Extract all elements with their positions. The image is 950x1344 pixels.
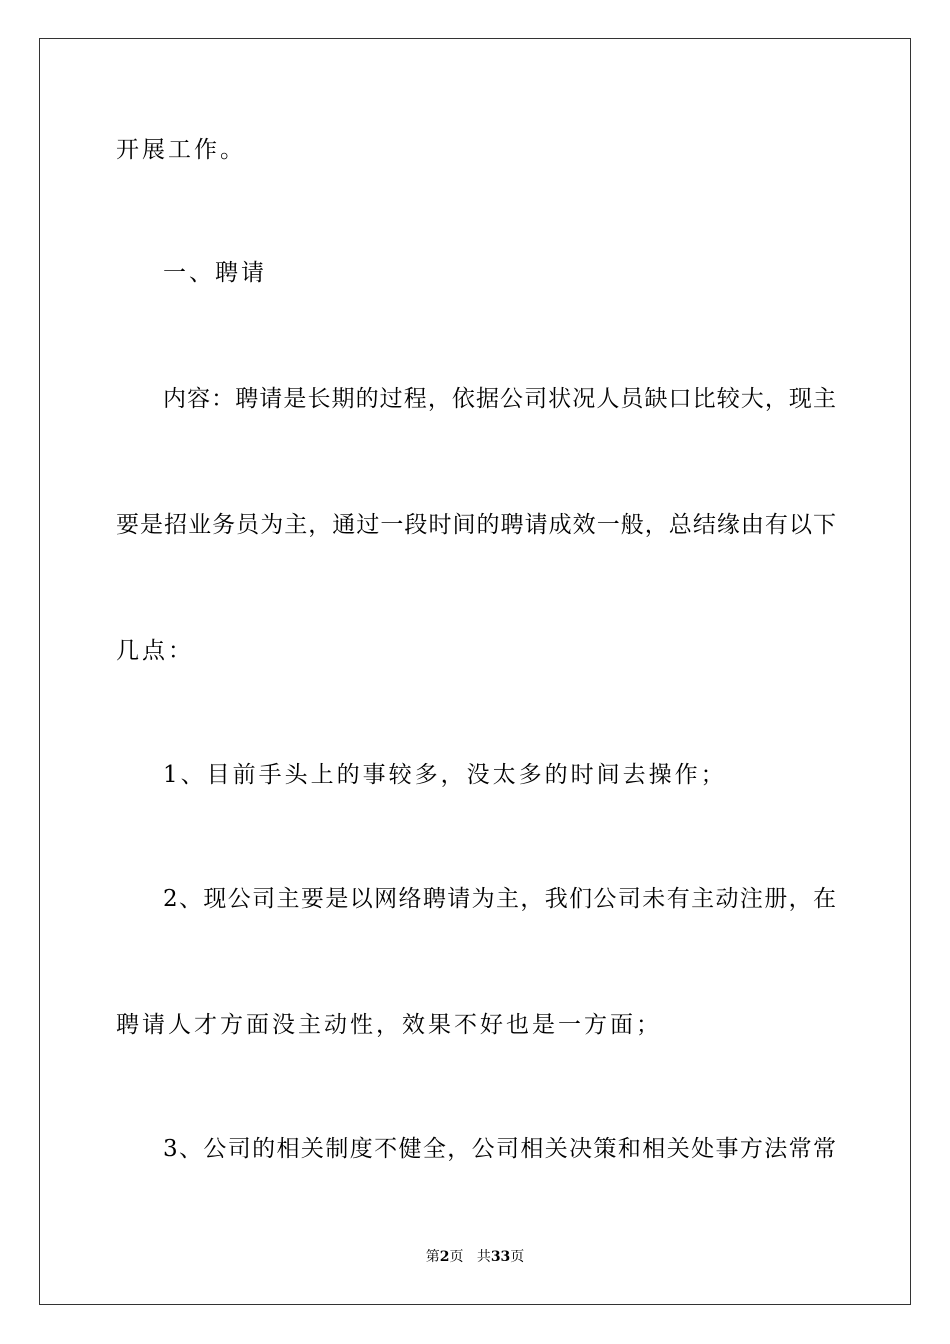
footer-page-number: 2 <box>439 1249 450 1265</box>
list-item-2-continued: 聘请人才方面没主动性，效果不好也是一方面； <box>116 1012 662 1038</box>
paragraph-line-3: 内容：聘请是长期的过程，依据公司状况人员缺口比较大，现主 <box>163 386 836 412</box>
page-footer <box>0 1247 950 1267</box>
footer-total-pages: 33 <box>490 1249 511 1265</box>
paragraph-line-5: 几点： <box>116 638 194 664</box>
footer-page-unit: 页 <box>449 1249 464 1265</box>
list-item-1: 1、目前手头上的事较多，没太多的时间去操作； <box>163 762 727 788</box>
footer-total-prefix: 共 <box>476 1249 491 1265</box>
list-item-2: 2、现公司主要是以网络聘请为主，我们公司未有主动注册，在 <box>163 886 836 912</box>
footer-total-unit: 页 <box>510 1249 525 1265</box>
paragraph-line-1: 开展工作。 <box>116 137 246 163</box>
page-border <box>39 38 911 1305</box>
paragraph-line-4: 要是招业务员为主，通过一段时间的聘请成效一般，总结缘由有以下 <box>116 512 836 538</box>
section-heading-recruitment: 一、聘请 <box>163 260 267 286</box>
list-item-3: 3、公司的相关制度不健全，公司相关决策和相关处事方法常常 <box>163 1136 836 1162</box>
footer-prefix: 第 <box>425 1249 440 1265</box>
